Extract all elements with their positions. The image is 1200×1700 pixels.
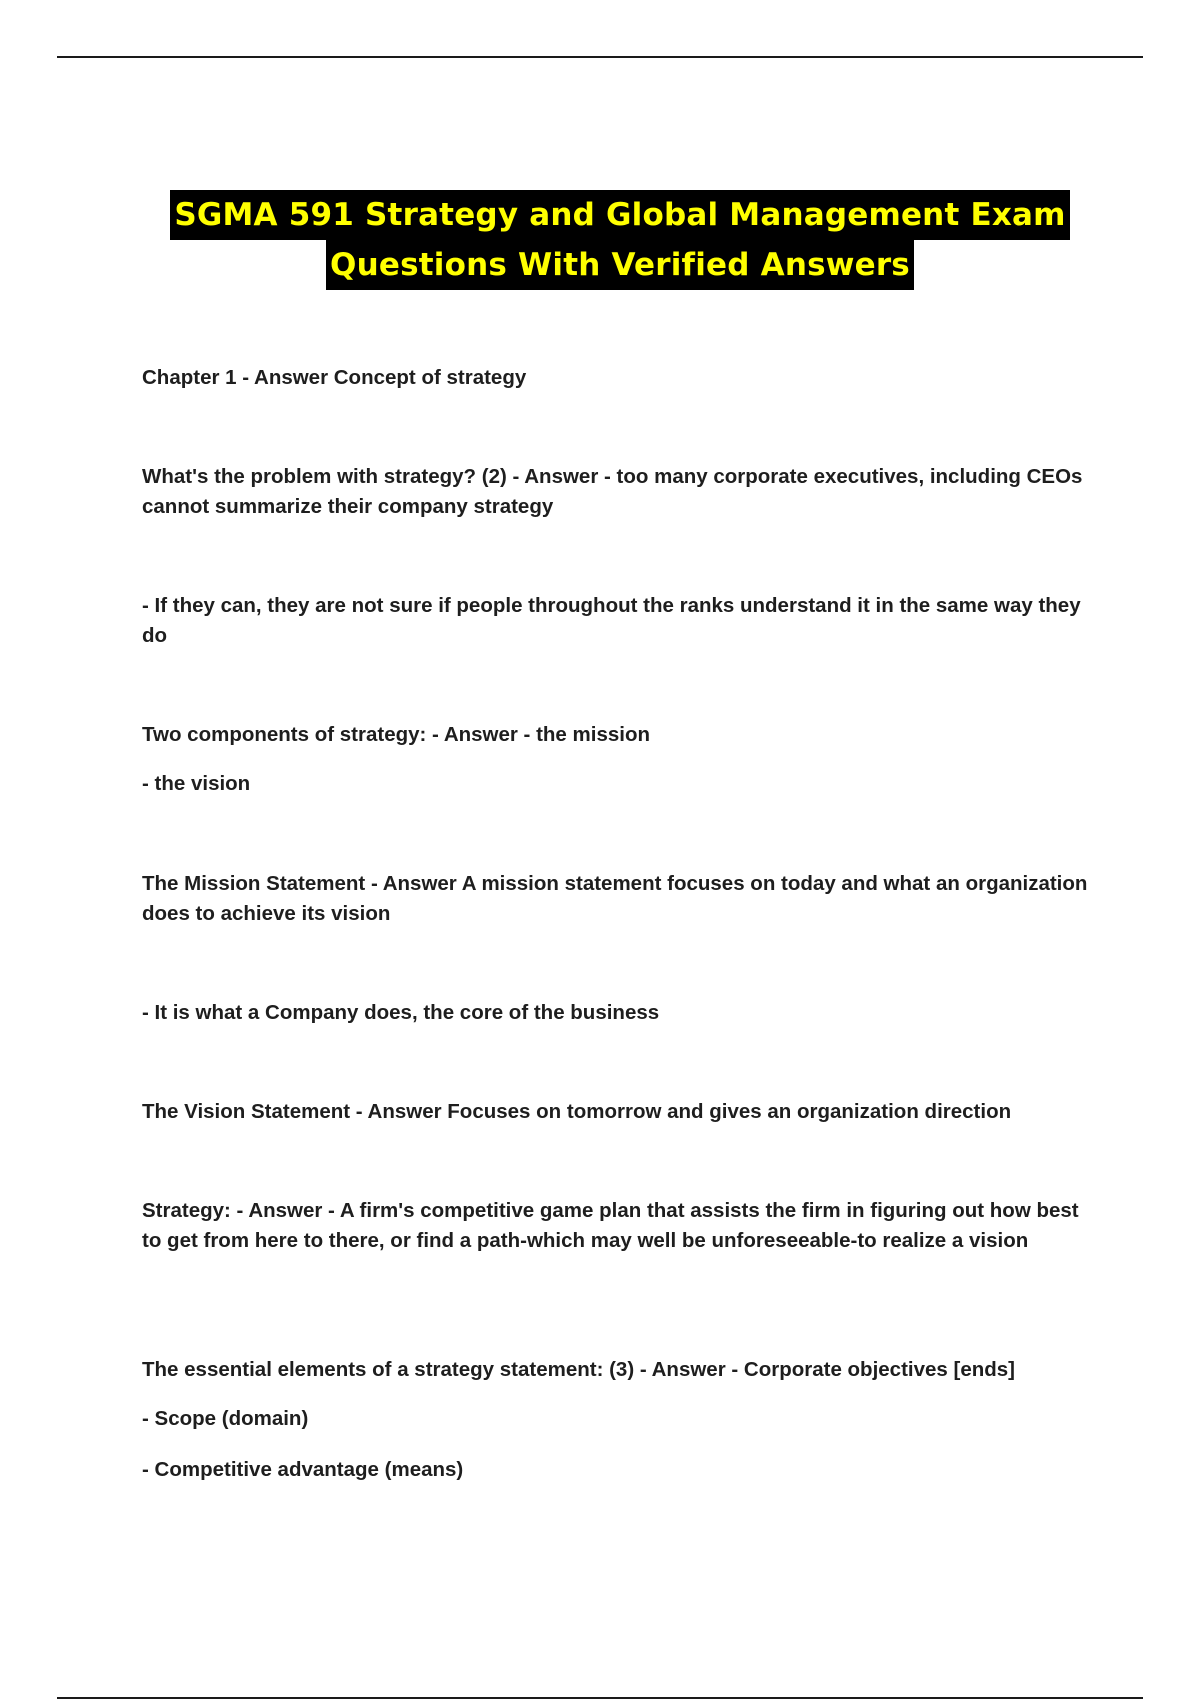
qa-vision-statement: The Vision Statement - Answer Focuses on tomorrow and gives an organization direction <box>142 1100 1012 1123</box>
top-rule <box>57 56 1143 58</box>
qa-essential-elements: The essential elements of a strategy statement: (3) - Answer - Corporate objectives [ends] <box>142 1358 1016 1381</box>
title-line-1: SGMA 591 Strategy and Global Management Exam <box>170 190 1069 240</box>
qa-two-components-vision: - the vision <box>142 772 251 795</box>
bottom-rule <box>57 1697 1143 1699</box>
qa-problem-with-strategy: What's the problem with strategy? (2) - Answer - too many corporate executives, including CEOs cannot summarize their company strategy <box>142 465 1083 518</box>
document-title <box>0 190 1200 290</box>
qa-two-components: Two components of strategy: - Answer - the mission <box>142 723 650 746</box>
qa-mission-statement-continued: - It is what a Company does, the core of the business <box>142 1001 660 1024</box>
qa-mission-statement: The Mission Statement - Answer A mission statement focuses on today and what an organization does to achieve its vision <box>142 872 1088 925</box>
chapter-heading: Chapter 1 - Answer Concept of strategy <box>142 366 527 389</box>
qa-essential-elements-scope: - Scope (domain) <box>142 1407 309 1430</box>
title-line-2: Questions With Verified Answers <box>326 240 914 290</box>
qa-essential-elements-advantage: - Competitive advantage (means) <box>142 1458 464 1481</box>
qa-problem-with-strategy-continued: - If they can, they are not sure if people throughout the ranks understand it in the same way they do <box>142 594 1081 647</box>
qa-strategy-definition: Strategy: - Answer - A firm's competitive game plan that assists the firm in figuring out how best to get from here to there, or find a path-which may well be unforeseeable-to realize a vision <box>142 1199 1079 1252</box>
